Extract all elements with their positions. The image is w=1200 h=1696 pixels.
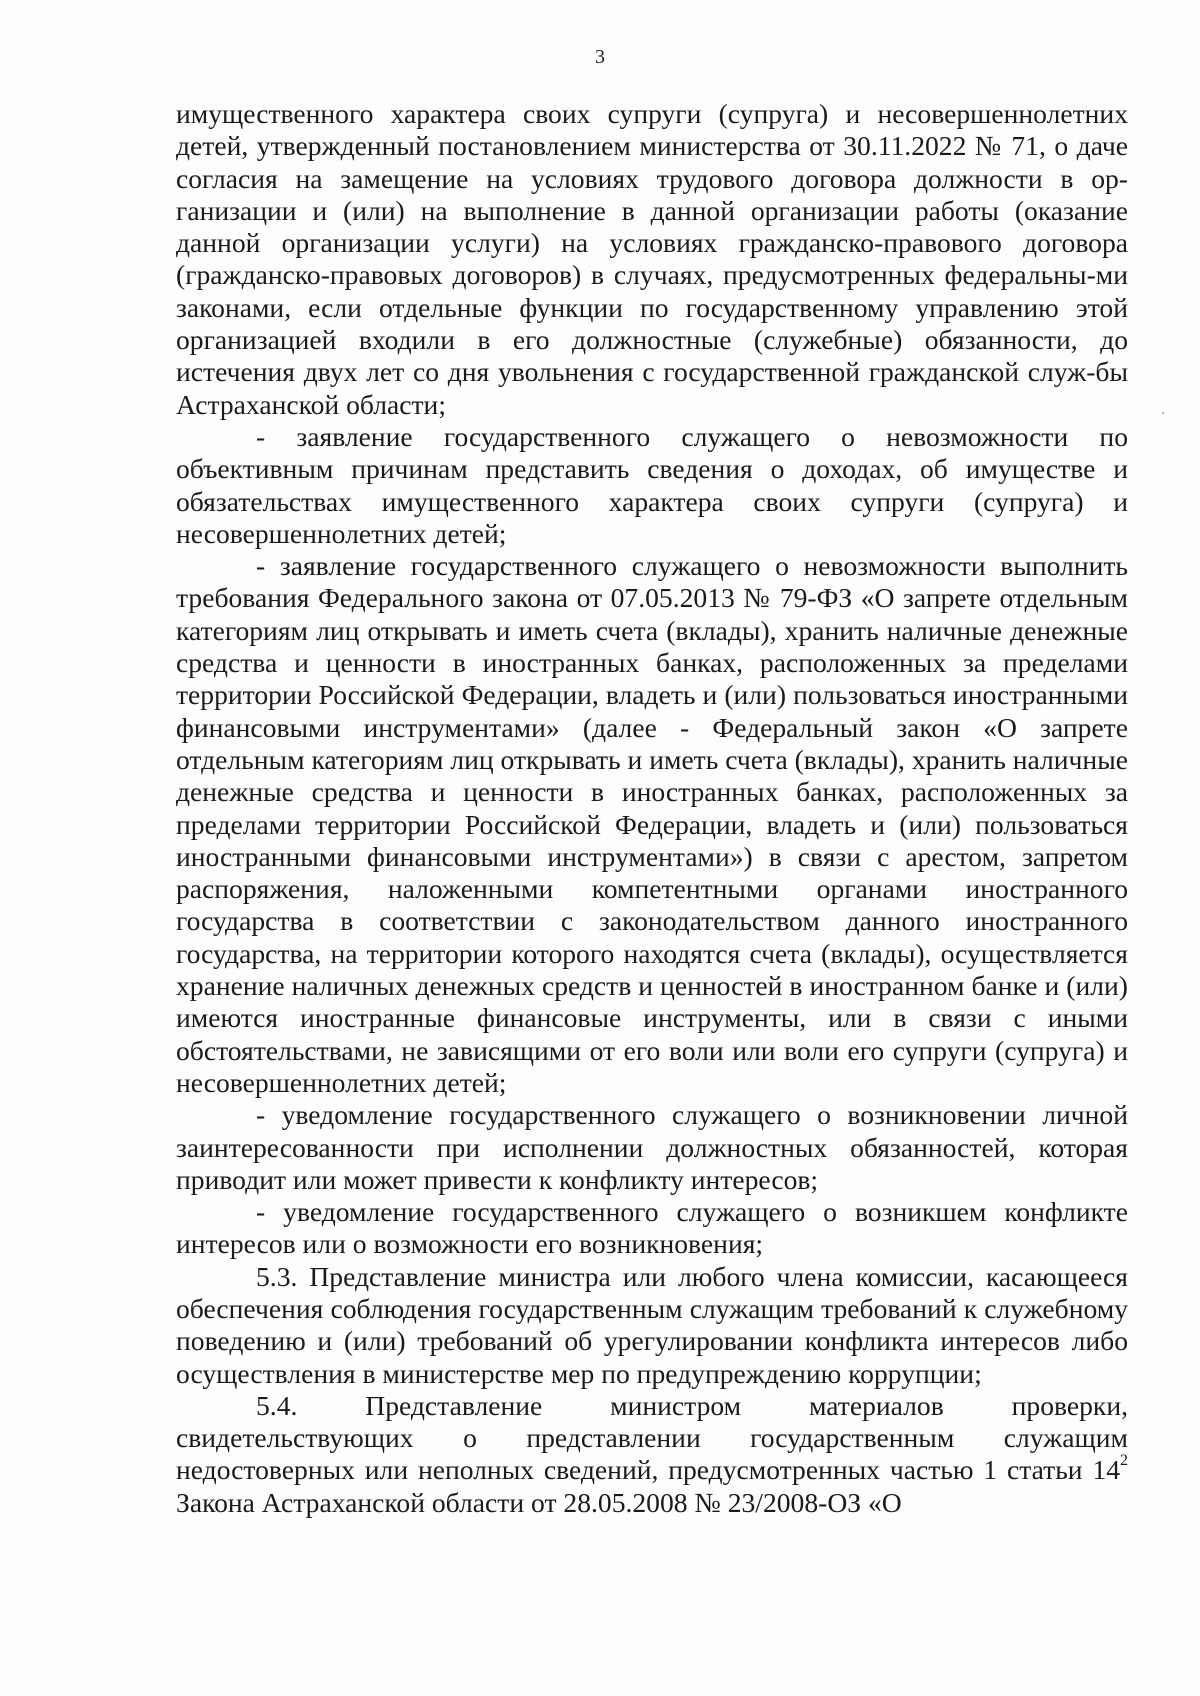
paragraph-3: - заявление государственного служащего о невозможности выполнить требования Федерального закона от 07.05.2013 № 79-ФЗ «О запрете отдельным категориям лиц открывать и иметь счета (вклады), хранить наличные денежные средства и ценности в иностранных банках, расположенных за пределами территории Российской Федерации, владеть и (или) пользоваться иностранными финансовыми инструментами» (далее - Федеральный закон «О запрете отдельным категориям лиц открывать и иметь счета (вклады), хранить наличные денежные средства и ценности в иностранных банках, расположенных за пределами территории Российской Федерации, владеть и (или) пользоваться иностранными финансовыми инструментами») в связи с арестом, запретом распоряжения, наложенными компетентными органами иностранного государства в соответствии с законодательством данного иностранного государства, на территории которого находятся счета (вклады), осуществляется хранение наличных денежных средств и ценностей в иностранном банке и (или) имеются иностранные финансовые инструменты, или в связи с иными обстоятельствами, не зависящими от его воли или воли его супруги (супруга) и несовершеннолетних детей;	[176, 550, 1128, 1098]
paragraph-1: имущественного характера своих супруги (супруга) и несовершеннолетних детей, утвержденный постановлением министерства от 30.11.2022 № 71, о даче согласия на замещение на условиях трудового договора должности в ор-ганизации и (или) на выполнение в данной организации работы (оказание данной организации услуги) на условиях гражданско-правового договора (гражданско-правовых договоров) в случаях, предусмотренных федеральны-ми законами, если отдельные функции по государственному управлению этой организацией входили в его должностные (служебные) обязанности, до истечения двух лет со дня увольнения с государственной гражданской служ-бы Астраханской области;	[176, 98, 1128, 420]
paragraph-5: - уведомление государственного служащего о возникшем конфликте интересов или о возможности его возникновения;	[176, 1196, 1128, 1260]
paragraph-4: - уведомление государственного служащего о возникновении личной заинтересованности при исполнении должностных обязанностей, которая приводит или может привести к конфликту интересов;	[176, 1099, 1128, 1195]
paragraph-7-main: 5.4. Представление министром материалов проверки, свидетельствующих о представлении государственным служащим недостоверных или неполных сведений, предусмотренных частью 1 статьи 14	[176, 1389, 1128, 1486]
document-body	[176, 98, 1128, 1519]
margin-speck	[1162, 412, 1164, 414]
page-number: 3	[595, 46, 605, 68]
paragraph-7-tail: Закона Астраханской области от 28.05.2008 № 23/2008-ОЗ «О	[176, 1486, 902, 1518]
paragraph-2: - заявление государственного служащего о невозможности по объективным причинам представить сведения о доходах, об имуществе и обязательствах имущественного характера своих супруги (супруга) и несовершеннолетних детей;	[176, 420, 1128, 549]
paragraph-7-superscript: 2	[1120, 1452, 1128, 1470]
paragraph-6: 5.3. Представление министра или любого члена комиссии, касающееся обеспечения соблюдения государственным служащим требований к служебному поведению и (или) требований об урегулировании конфликта интересов либо осуществления в министерстве мер по предупреждению коррупции;	[176, 1260, 1128, 1389]
paragraph-7	[176, 1390, 1128, 1519]
